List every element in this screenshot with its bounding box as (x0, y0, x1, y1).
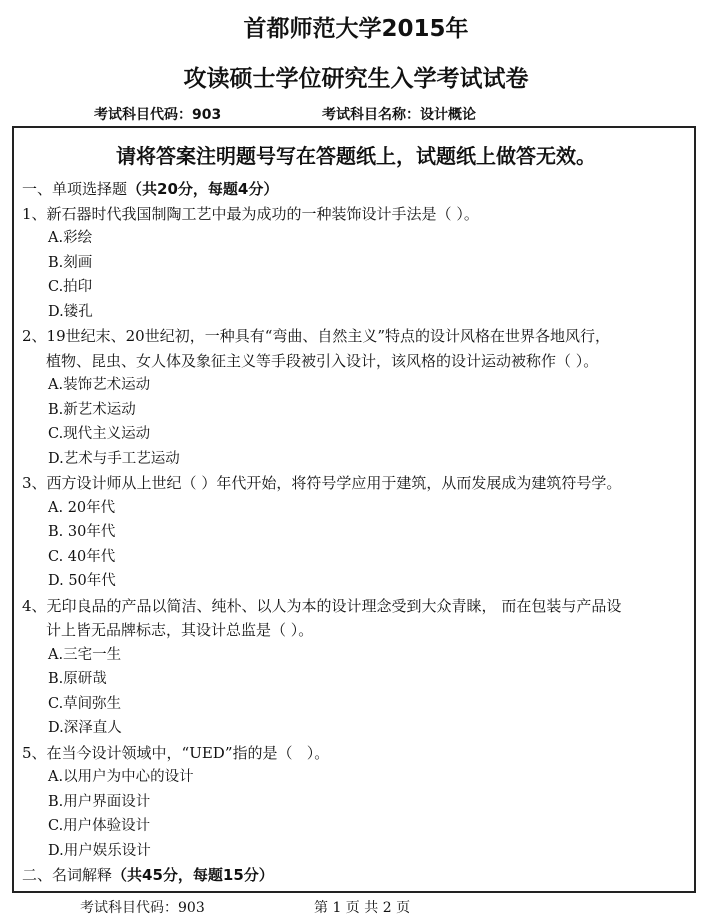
question (22, 202, 692, 325)
question-stem: 2、19世纪末、20世纪初，一种具有“弯曲、自然主义”特点的设计风格在世界各地风行， (22, 327, 611, 345)
question-stem-continued: 植物、昆虫、女人体及象征主义等手段被引入设计，该风格的设计运动被称作（ ）。 (46, 351, 599, 370)
option: D.镂孔 (48, 303, 93, 320)
option: B.新艺术运动 (48, 401, 136, 418)
option: A.装饰艺术运动 (48, 377, 151, 393)
question-stem: 4、无印良品的产品以简洁、纯朴、以人为本的设计理念受到大众青睐， 而在包装与产品设 (22, 596, 622, 615)
option: B. 30年代 (48, 524, 116, 540)
answer-notice: 请将答案注明题号写在答题纸上，试题纸上做答无效。 (116, 144, 596, 168)
option: C.用户体验设计 (48, 818, 151, 834)
option: D.艺术与手工艺运动 (48, 450, 180, 467)
footer-subject-code: 考试科目代码：903 (80, 900, 205, 916)
section-label: 一、单项选择题 (22, 180, 128, 198)
option: A.彩绘 (48, 230, 93, 246)
option: B.刻画 (48, 254, 93, 271)
option: B.用户界面设计 (48, 793, 151, 810)
option: C.拍印 (48, 279, 93, 295)
option: A.三宅一生 (48, 646, 122, 663)
exam-title-paper: 攻读硕士学位研究生入学考试试卷 (183, 66, 529, 92)
exam-title-university: 首都师范大学2015年 (243, 16, 469, 42)
option: D.用户娱乐设计 (48, 842, 151, 859)
section-label: 二、名词解释 (22, 866, 113, 884)
question (22, 471, 692, 594)
question-stem: 5、在当今设计领域中，“UED”指的是（ ）。 (22, 743, 330, 762)
option: D.深泽直人 (48, 720, 122, 736)
option: B.原研哉 (48, 671, 107, 687)
question (22, 324, 692, 471)
option: C.现代主义运动 (48, 426, 151, 442)
question-body (22, 177, 692, 888)
section-heading (22, 177, 692, 202)
question-stem: 1、新石器时代我国制陶工艺中最为成功的一种装饰设计手法是（ ）。 (22, 204, 479, 223)
subject-code: 考试科目代码：903 (94, 107, 222, 123)
option: C.草间弥生 (48, 695, 122, 712)
option: D. 50年代 (48, 573, 116, 589)
option: A.以用户为中心的设计 (48, 769, 194, 785)
option: A. 20年代 (48, 499, 116, 516)
subject-name: 考试科目名称：设计概论 (322, 107, 476, 123)
section-score: （共20分，每题4分） (127, 180, 279, 198)
question (22, 741, 692, 864)
question (22, 594, 692, 741)
option: C. 40年代 (48, 548, 116, 565)
question-stem: 3、西方设计师从上世纪（ ）年代开始，将符号学应用于建筑，从而发展成为建筑符号学。 (22, 474, 622, 492)
footer-page-number: 第 1 页 共 2 页 (314, 900, 411, 916)
section-score: （共45分，每题15分） (112, 866, 274, 884)
section-heading (22, 863, 692, 888)
question-stem-continued: 计上皆无品牌标志，其设计总监是（ ）。 (46, 621, 314, 639)
